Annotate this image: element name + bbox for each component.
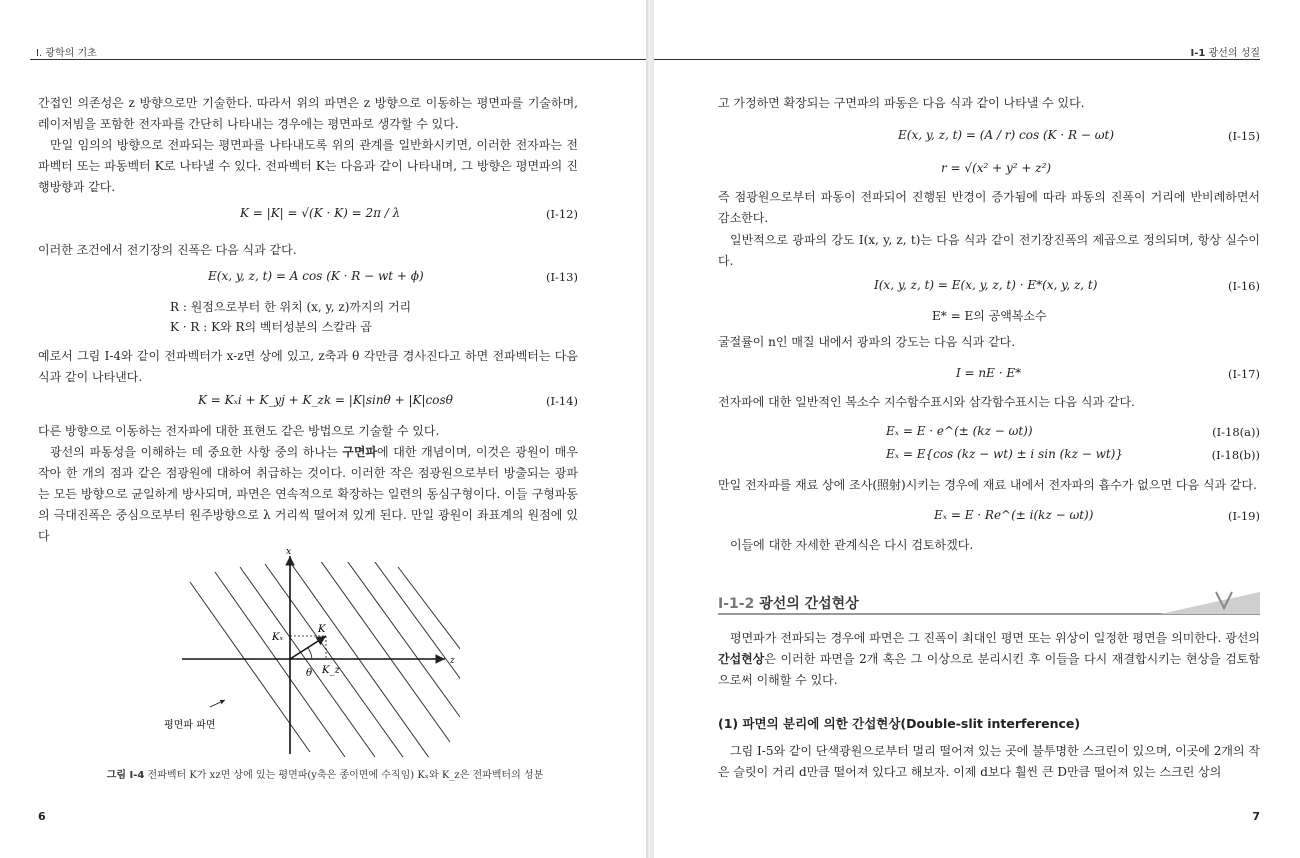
term-spherical-wave: 구면파 <box>342 445 378 459</box>
running-head-title: 광선의 성질 <box>1208 48 1260 59</box>
section-title: 광선의 간섭현상 <box>759 596 859 612</box>
section-number: I-1-2 <box>718 596 755 612</box>
equation-15-number: (I-15) <box>1227 129 1260 143</box>
equation-19: Eₓ = E · Re^(± i(kz − ωt)) <box>934 508 1094 522</box>
equation-13: E(x, y, z, t) = A cos (K · R − wt + ϕ) <box>208 269 424 283</box>
paragraph-r6: 만일 전자파를 재료 상에 조사(照射)시키는 경우에 재료 내에서 전자파의 흡수가 없으면 다음 식과 같다. <box>718 478 1257 492</box>
paragraph-r4: 굴절률이 n인 매질 내에서 광파의 강도는 다음 식과 같다. <box>718 335 1016 349</box>
equation-17-number: (I-17) <box>1227 367 1260 381</box>
equation-15-radius: r = √(x² + y² + z²) <box>941 161 1052 175</box>
figure-caption <box>40 766 610 781</box>
equation-12-number: (I-12) <box>545 207 578 221</box>
wavefront-lines <box>190 558 470 762</box>
definition-list <box>170 297 411 337</box>
book-spine <box>646 0 654 858</box>
equation-18a: Eₓ = E · e^(± (kz − ωt)) <box>886 424 1033 438</box>
term-interference: 간섭현상 <box>718 652 765 666</box>
paragraph-r7: 이들에 대한 자세한 관계식은 다시 검토하겠다. <box>730 538 974 552</box>
paragraph-r2: 즉 점광원으로부터 파동이 전파되어 진행된 반경이 증가됨에 따라 파동의 진폭이 거리에 반비례하면서 감소한다. <box>718 190 1260 225</box>
running-head-number: I-1 <box>1190 48 1206 59</box>
theta-arc <box>308 648 312 659</box>
equation-14: K = Kₓi + K_yj + K_zk = |K|sinθ + |K|cosθ <box>198 393 453 407</box>
equation-13-number: (I-13) <box>545 270 578 284</box>
page-number-right: 7 <box>1252 810 1260 823</box>
equation-15: E(x, y, z, t) = (A / r) cos (K · R − ωt) <box>898 128 1115 142</box>
page-number-left: 6 <box>38 810 46 823</box>
z-axis-label: z <box>450 656 455 666</box>
header-rule-left <box>30 59 646 60</box>
figure-wave-vector <box>150 542 470 762</box>
equation-18b: Eₓ = E{cos (kz − wt) ± i sin (kz − wt)} <box>886 447 1123 461</box>
paragraph-r9: 그림 I-5와 같이 단색광원으로부터 멀리 떨어져 있는 곳에 불투명한 스크린이 있으며, 이곳에 2개의 작은 슬릿이 거리 d만큼 떨어져 있다고 해보자. 이제 d보다 훨씬 큰 D만큼 떨어져 있는 스크린 상의 <box>718 744 1260 779</box>
header-rule-right <box>654 59 1260 60</box>
subsection-title: (1) 파면의 분리에 의한 간섭현상(Double-slit interference) <box>718 716 1081 731</box>
wavefront-pointer <box>210 700 225 707</box>
paragraph-6: 광선의 파동성을 이해하는 데 중요한 사항 중의 하나는 구면파에 대한 개념이며, 이것은 광원이 매우 작아 한 개의 점과 같은 점광원에 대하여 취급하는 것이다. 이러한 작은 점광원으로부터 방출되는 광파는 모든 방향으로 균일하게 방사되며, 파면은 연속적으로 확장하는 일련의 동심구형이다. 이들 구형파동의 극대진폭은 중심으로부터 원주방향으로 λ 거리씩 떨어져 있게 된다. 만일 광원이 좌표계의 원점에 있다 <box>38 445 578 543</box>
caption-text: 전파벡터 K가 xz면 상에 있는 평면파(y축은 종이면에 수직임) Kₓ와 K_z은 전파벡터의 성분 <box>147 770 544 781</box>
wavefront-label: 평면파 파면 <box>164 720 216 731</box>
kx-label: Kₓ <box>272 632 284 643</box>
paragraph-1: 간접인 의존성은 z 방향으로만 기술한다. 따라서 위의 파면은 z 방향으로 이동하는 평면파를 기술하며, 레이저빔을 포함한 전자파를 간단히 나타내는 경우에는 평면파로 생각할 수 있다. <box>38 96 578 131</box>
paragraph-r5: 전자파에 대한 일반적인 복소수 지수함수표시와 삼각함수표시는 다음 식과 같다. <box>718 395 1135 409</box>
equation-16-note: E* = E의 공액복소수 <box>932 309 1047 323</box>
equation-17: I = nE · E* <box>956 366 1022 380</box>
paragraph-r1: 고 가정하면 확장되는 구면파의 파동은 다음 식과 같이 나타낼 수 있다. <box>718 96 1085 110</box>
equation-14-number: (I-14) <box>545 394 578 408</box>
caption-label: 그림 I-4 <box>106 770 145 781</box>
k-vector-arrow <box>290 636 326 659</box>
equation-18a-number: (I-18(a)) <box>1212 425 1260 439</box>
equation-16: I(x, y, z, t) = E(x, y, z, t) · E*(x, y, z, t) <box>874 278 1098 292</box>
definition-k-dot-r: K · R : K와 R의 벡터성분의 스칼라 곱 <box>170 320 372 334</box>
left-page <box>0 0 646 858</box>
equation-19-number: (I-19) <box>1227 509 1260 523</box>
paragraph-5: 다른 방향으로 이동하는 전자파에 대한 표현도 같은 방법으로 기술할 수 있다. <box>38 424 440 438</box>
theta-label: θ <box>306 668 313 679</box>
section-decoration <box>1160 590 1260 614</box>
kz-label: K_z <box>322 665 340 676</box>
paragraph-3: 이러한 조건에서 전기장의 진폭은 다음 식과 같다. <box>38 243 297 257</box>
equation-16-number: (I-16) <box>1227 279 1260 293</box>
equation-12: K = |K| = √(K · K) = 2π / λ <box>240 206 401 220</box>
paragraph-r8: 평면파가 전파되는 경우에 파면은 그 진폭이 최대인 평면 또는 위상이 일정한 평면을 의미한다. 광선의 간섭현상은 이러한 파면을 2개 혹은 그 이상으로 분리시킨 후 이들을 다시 재결합시키는 현상을 검토함으로써 이해할 수 있다. <box>718 631 1260 687</box>
paragraph-r3: 일반적으로 광파의 강도 I(x, y, z, t)는 다음 식과 같이 전기장진폭의 제곱으로 정의되며, 항상 실수이다. <box>718 233 1260 268</box>
x-axis-label: x <box>286 547 292 557</box>
right-page <box>654 0 1300 858</box>
paragraph-2: 만일 임의의 방향으로 전파되는 평면파를 나타내도록 위의 관계를 일반화시키면, 이러한 전자파는 전파벡터 또는 파동벡터 K로 나타낼 수 있다. 전파벡터 K는 다음과 같이 나타내며, 그 방향은 평면파의 진행방향과 같다. <box>38 138 578 194</box>
definition-r: R : 원점으로부터 한 위치 (x, y, z)까지의 거리 <box>170 300 412 314</box>
equation-18b-number: (I-18(b)) <box>1211 448 1260 462</box>
k-label: K <box>318 624 326 635</box>
running-head-left: I. 광학의 기초 <box>36 48 97 59</box>
paragraph-4: 예로서 그림 I-4와 같이 전파벡터가 x-z면 상에 있고, z축과 θ 각만큼 경사진다고 하면 전파벡터는 다음 식과 같이 나타낸다. <box>38 349 578 384</box>
running-head-right <box>1190 44 1260 59</box>
